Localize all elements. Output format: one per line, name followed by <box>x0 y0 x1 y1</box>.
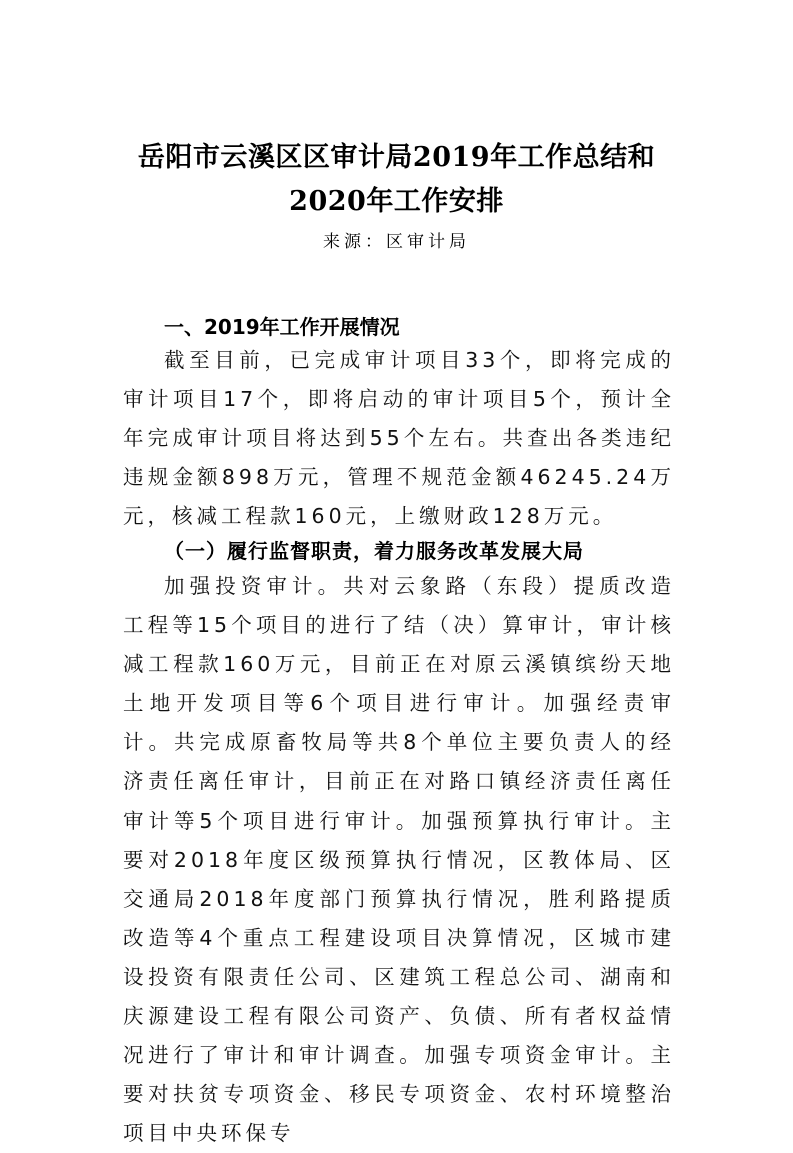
document-title-line-1: 岳阳市云溪区区审计局2019年工作总结和 <box>137 142 656 173</box>
document-title-line-2: 2020年工作安排 <box>289 186 504 217</box>
paragraph-audit-details: 加强投资审计。共对云象路（东段）提质改造工程等15个项目的进行了结（决）算审计，审计核减工程款160万元，目前正在对原云溪镇缤纷天地土地开发项目等6个项目进行审计。加强经责审计。共完成原畜牧局等共8个单位主要负责人的经济责任离任审计，目前正在对路口镇经济责任离任审计等5个项目进行审计。加强预算执行审计。主要对2018年度区级预算执行情况，区教体局、区交通局2018年度部门预算执行情况，胜利路提质改造等4个重点工程建设项目决算情况，区城市建设投资有限责任公司、区建筑工程总公司、湖南和庆源建设工程有限公司资产、负债、所有者权益情况进行了审计和审计调查。加强专项资金审计。主要对扶贫专项资金、移民专项资金、农村环境整治项目中央环保专 <box>123 574 675 1146</box>
paragraph-summary: 截至目前，已完成审计项目33个，即将完成的审计项目17个，即将启动的审计项目5个，预计全年完成审计项目将达到55个左右。共查出各类违纪违规金额898万元，管理不规范金额46245.24万元，核减工程款160元，上缴财政128万元。 <box>123 348 675 529</box>
section-heading-2019-work: 一、2019年工作开展情况 <box>164 315 400 339</box>
document-source: 来源：区审计局 <box>323 232 470 252</box>
subsection-heading-supervision: （一）履行监督职责，着力服务改革发展大局 <box>164 539 584 563</box>
